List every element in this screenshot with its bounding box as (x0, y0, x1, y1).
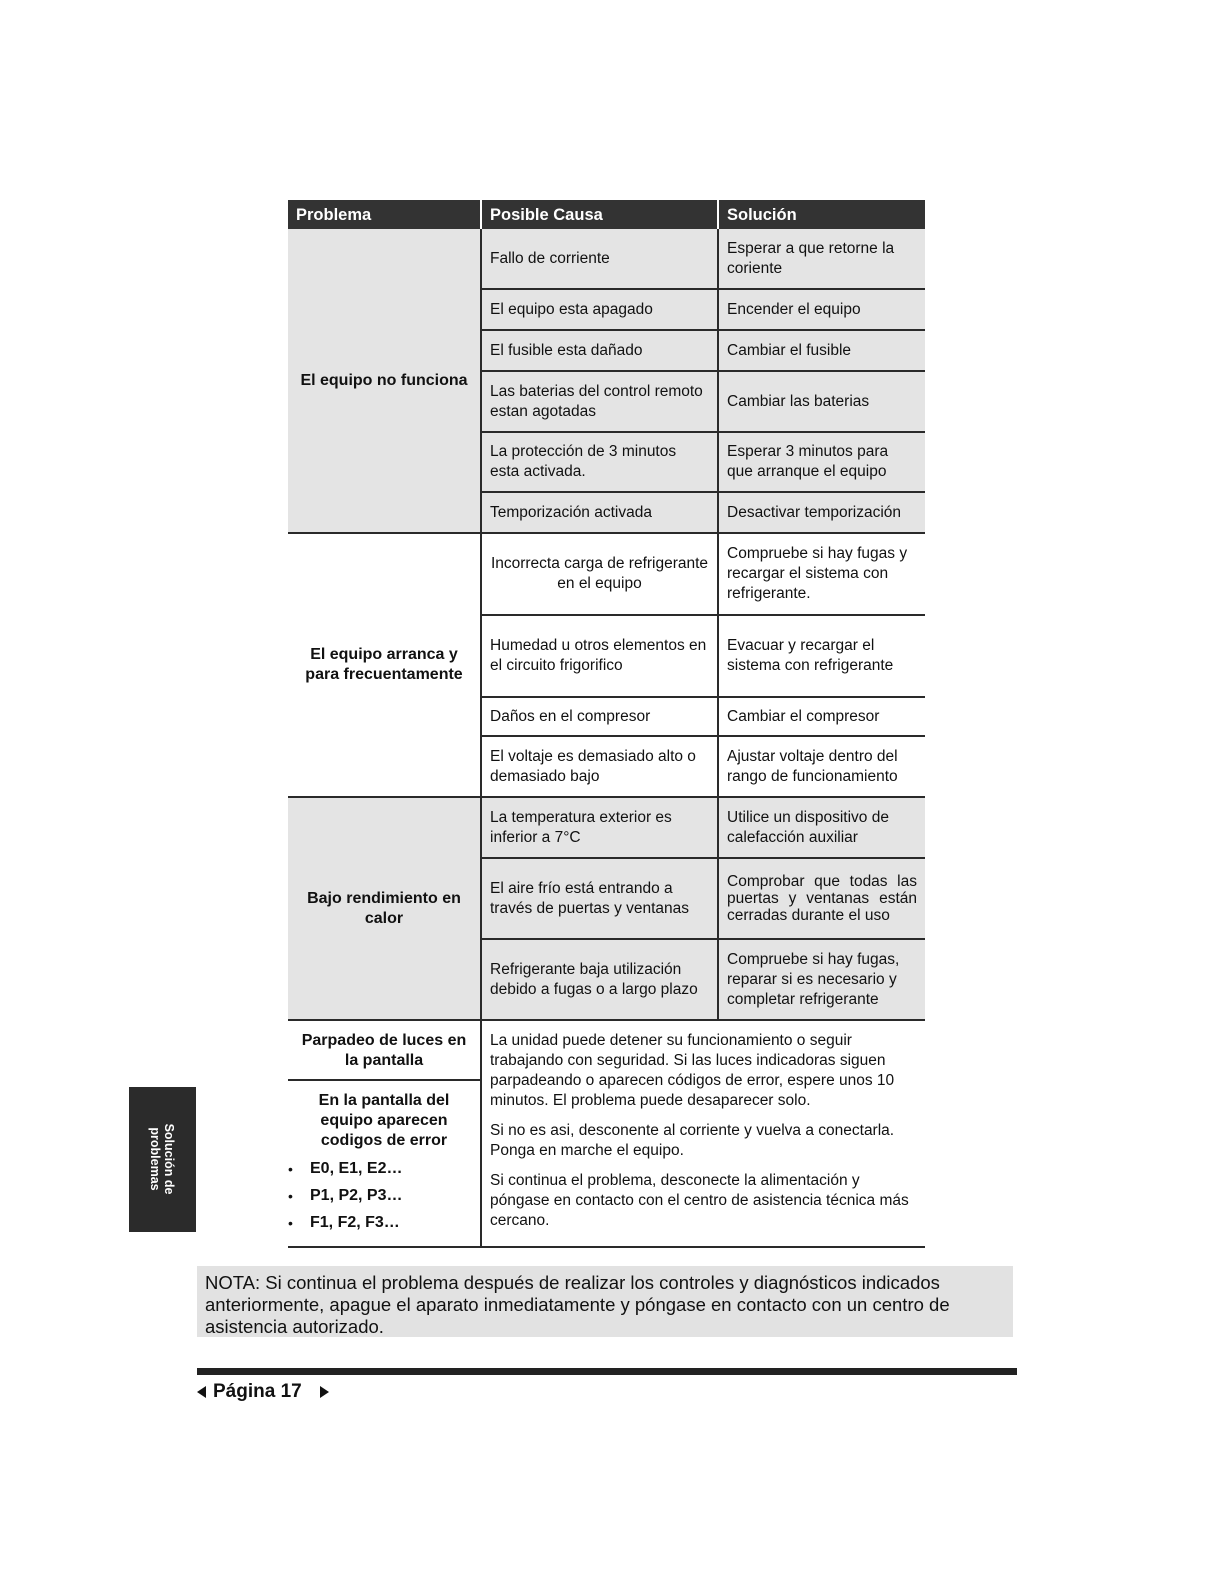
header-solution: Solución (718, 200, 925, 229)
cause-cell: El voltaje es demasiado alto o demasiado bajo (481, 736, 718, 797)
blinking-solution-cell (481, 1020, 925, 1247)
problem-cell: Parpadeo de luces en la pantalla (288, 1020, 481, 1080)
error-code-item: • E0, E1, E2… (288, 1159, 474, 1179)
solution-cell: Cambiar el fusible (718, 330, 925, 371)
cause-cell: Incorrecta carga de refrigerante en el equipo (481, 533, 718, 615)
troubleshooting-table (288, 200, 925, 1248)
footer-divider (197, 1368, 1017, 1375)
table-row (288, 533, 925, 615)
solution-paragraph: La unidad puede detener su funcionamiento o seguir trabajando con seguridad. Si las luces indicadoras siguen parpadeando o aparecen códigos de error, espere unos 10 minutos. El problema puede desaparecer solo. (490, 1032, 895, 1109)
cause-cell: Daños en el compresor (481, 697, 718, 736)
cause-cell: Temporización activada (481, 492, 718, 533)
solution-cell: Encender el equipo (718, 289, 925, 330)
table-row (288, 229, 925, 289)
cause-cell: El aire frío está entrando a través de puertas y ventanas (481, 858, 718, 939)
error-code-item: • F1, F2, F3… (288, 1213, 474, 1233)
page-navigation (197, 1380, 329, 1404)
cause-cell: El equipo esta apagado (481, 289, 718, 330)
solution-cell: Compruebe si hay fugas y recargar el sistema con refrigerante. (718, 533, 925, 615)
solution-cell: Esperar a que retorne la coriente (718, 229, 925, 289)
header-cause: Posible Causa (481, 200, 718, 229)
table-header-row (288, 200, 925, 229)
solution-cell: Ajustar voltaje dentro del rango de funcionamiento (718, 736, 925, 797)
page-number: Página 17 (213, 1381, 302, 1402)
solution-paragraph: Si no es asi, desconente al corriente y vuelva a conectarla. Ponga en marche el equipo. (490, 1122, 895, 1159)
error-codes-cell (288, 1080, 481, 1247)
cause-cell: La temperatura exterior es inferior a 7°C (481, 797, 718, 858)
error-codes-list (294, 1159, 474, 1233)
header-problem: Problema (288, 200, 481, 229)
solution-cell: Cambiar el compresor (718, 697, 925, 736)
table-row (288, 1020, 925, 1080)
solution-cell: Esperar 3 minutos para que arranque el equipo (718, 432, 925, 492)
solution-cell: Evacuar y recargar el sistema con refrigerante (718, 615, 925, 697)
solution-cell: Utilice un dispositivo de calefacción auxiliar (718, 797, 925, 858)
solution-cell: Compruebe si hay fugas, reparar si es necesario y completar refrigerante (718, 939, 925, 1020)
side-tab-label: Solución de problemas (148, 1123, 176, 1195)
cause-cell: Humedad u otros elementos en el circuito frigorifico (481, 615, 718, 697)
section-side-tab (129, 1087, 196, 1232)
table-row (288, 797, 925, 858)
triangle-right-icon[interactable] (320, 1386, 329, 1398)
problem-cell: El equipo no funciona (288, 229, 481, 533)
cause-cell: La protección de 3 minutos esta activada. (481, 432, 718, 492)
solution-cell: Desactivar temporización (718, 492, 925, 533)
problem-cell: Bajo rendimiento en calor (288, 797, 481, 1020)
solution-cell: Comprobar que todas las puertas y ventanas están cerradas durante el uso (718, 858, 925, 939)
cause-cell: Las baterias del control remoto estan agotadas (481, 371, 718, 432)
cause-cell: El fusible esta dañado (481, 330, 718, 371)
error-code-item: • P1, P2, P3… (288, 1186, 474, 1206)
triangle-left-icon[interactable] (197, 1386, 206, 1398)
error-codes-title: En la pantalla del equipo aparecen codigos de error (318, 1092, 450, 1149)
note-box: NOTA: Si continua el problema después de realizar los controles y diagnósticos indicados anteriormente, apague el aparato inmediatamente y póngase en contacto con un centro de asistencia autorizado. (197, 1266, 1013, 1337)
cause-cell: Fallo de corriente (481, 229, 718, 289)
problem-cell: El equipo arranca y para frecuentamente (288, 533, 481, 797)
cause-cell: Refrigerante baja utilización debido a fugas o a largo plazo (481, 939, 718, 1020)
solution-cell: Cambiar las baterias (718, 371, 925, 432)
solution-paragraph: Si continua el problema, desconecte la alimentación y póngase en contacto con el centro de asistencia técnica más cercano. (490, 1172, 909, 1229)
